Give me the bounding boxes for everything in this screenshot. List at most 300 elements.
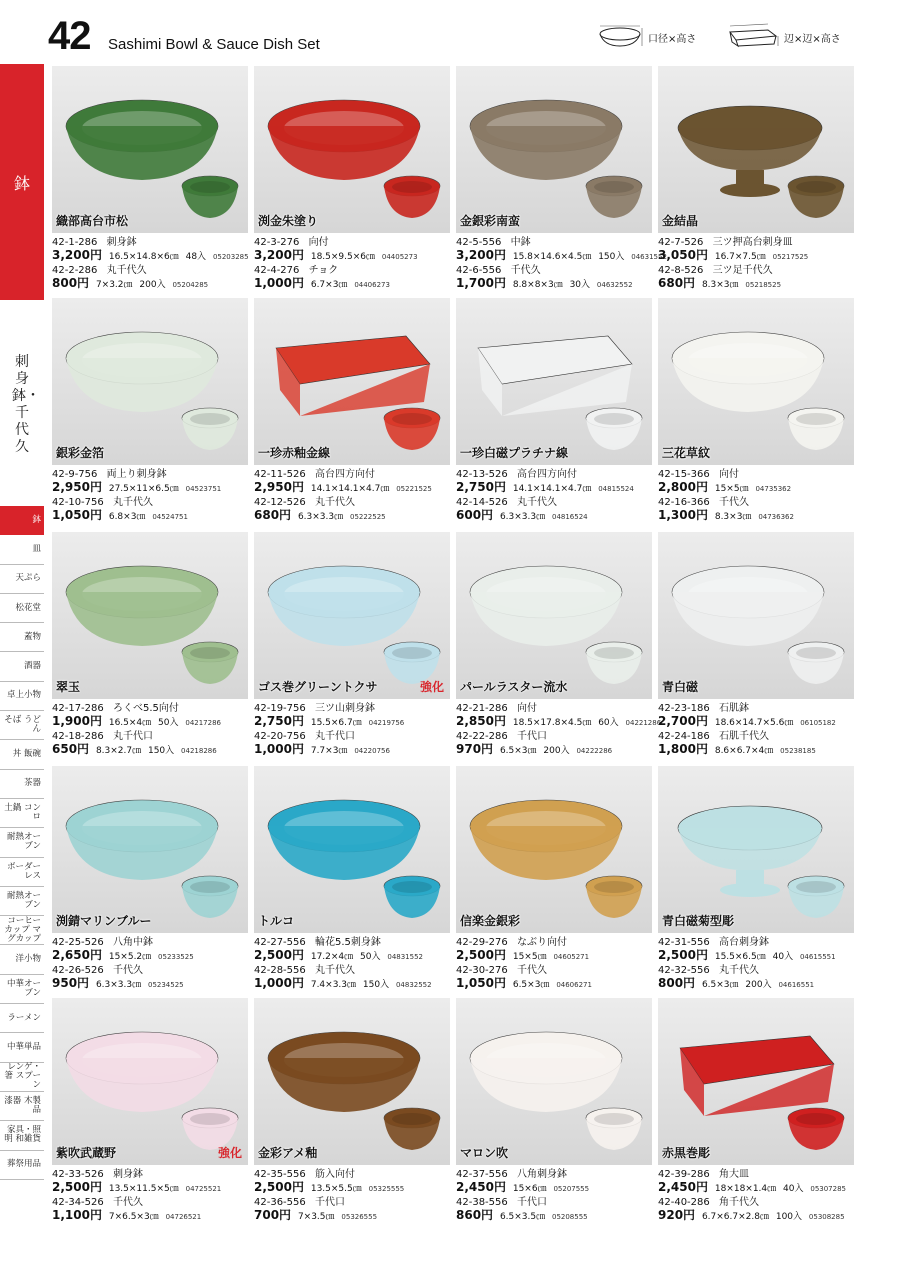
nav-item[interactable]: 茶器	[0, 770, 44, 799]
item-size: 14.1×14.1×4.7㎝	[512, 484, 592, 494]
page-header	[0, 0, 900, 66]
item-code: 42-19-756	[254, 703, 306, 714]
item-description: 高台四方向付	[314, 469, 375, 480]
nav-item[interactable]: 鉢	[0, 506, 44, 535]
item-code: 42-9-756	[52, 469, 98, 480]
item-price-line	[456, 977, 656, 992]
item-jan: 04616551	[778, 981, 815, 989]
item-size: 14.1×14.1×4.7㎝	[310, 484, 390, 494]
item-jan: 04221286	[625, 719, 662, 727]
product-info	[254, 1168, 454, 1224]
item-price-line	[658, 949, 858, 964]
item-jan: 04832552	[395, 981, 432, 989]
item-price: 1,000円	[254, 742, 304, 756]
item-price: 700円	[254, 1208, 292, 1222]
item-size: 7×6.5×3㎝	[108, 1212, 159, 1222]
item-code: 42-23-186	[658, 703, 710, 714]
item-price: 2,650円	[52, 948, 102, 962]
item-jan: 05325555	[368, 1185, 405, 1193]
item-description: 丸千代口	[314, 731, 355, 742]
item-price-line	[52, 715, 252, 730]
item-description: 高台四方向付	[516, 469, 577, 480]
item-description: 向付	[516, 703, 537, 714]
item-code: 42-5-556	[456, 237, 502, 248]
item-description: 三ツ山刺身鉢	[314, 703, 375, 714]
item-jan: 04736362	[758, 513, 794, 521]
item-price: 1,050円	[52, 508, 102, 522]
item-price: 2,750円	[254, 714, 304, 728]
item-size: 15×5㎝	[512, 952, 547, 962]
product-photo-art	[52, 532, 248, 699]
item-price-line	[254, 977, 454, 992]
product-name: 銀彩金箔	[56, 446, 105, 460]
item-price: 3,200円	[456, 248, 506, 262]
item-size: 18.5×9.5×6㎝	[310, 252, 376, 262]
item-price-line	[52, 949, 252, 964]
item-price-line	[52, 509, 252, 524]
item-size: 16.7×7.5㎝	[714, 252, 766, 262]
item-description: 丸千代久	[314, 965, 355, 976]
item-code: 42-21-286	[456, 703, 508, 714]
item-quantity: 200入	[543, 746, 570, 756]
item-jan: 05233525	[158, 953, 194, 961]
nav-item[interactable]: ボーダーレス	[0, 858, 44, 887]
item-size: 8.3×3㎝	[714, 512, 752, 522]
product-name: 一珍白磁プラチナ線	[460, 446, 569, 460]
item-jan: 05307285	[810, 1185, 846, 1193]
product-name: トルコ	[258, 914, 295, 928]
product-name: マロン吹	[460, 1146, 509, 1160]
item-price-line	[52, 977, 252, 992]
item-price: 3,200円	[254, 248, 304, 262]
product-photo[interactable]	[52, 766, 248, 933]
item-price-line	[254, 715, 454, 730]
item-jan: 04605271	[553, 953, 590, 961]
product-name: 紫吹武蔵野	[56, 1146, 117, 1160]
item-price-line	[52, 1181, 252, 1196]
product-photo[interactable]	[658, 298, 854, 465]
nav-item[interactable]: 土鍋 コンロ	[0, 799, 44, 828]
nav-item[interactable]: 家具・照明 和雑貨	[0, 1121, 44, 1150]
item-price-line	[456, 277, 656, 292]
product-name: 信楽金銀彩	[460, 914, 521, 928]
item-price: 1,700円	[456, 276, 506, 290]
item-size: 18.5×17.8×4.5㎝	[512, 718, 592, 728]
item-description: 丸千代口	[112, 731, 153, 742]
item-price: 600円	[456, 508, 494, 522]
item-price-line	[658, 977, 858, 992]
item-size: 17.2×4㎝	[310, 952, 354, 962]
item-price-line	[456, 949, 656, 964]
nav-item[interactable]: 丼 飯碗	[0, 740, 44, 769]
item-quantity: 50入	[360, 952, 381, 962]
product-info	[456, 936, 656, 992]
item-size: 6.3×3.3㎝	[499, 512, 546, 522]
item-jan: 04222286	[576, 747, 613, 755]
item-code: 42-35-556	[254, 1169, 306, 1180]
item-size: 8.6×6.7×4㎝	[714, 746, 774, 756]
product-photo[interactable]	[254, 66, 450, 233]
item-price-line	[456, 481, 656, 496]
product-name: 金銀彩南蛮	[460, 214, 521, 228]
product-photo-art	[456, 66, 652, 233]
product-info	[254, 936, 454, 992]
item-size: 7×3.2㎝	[95, 280, 133, 290]
item-quantity: 150入	[147, 746, 175, 756]
item-price: 3,050円	[658, 248, 708, 262]
item-description: 高台刺身鉢	[718, 937, 769, 948]
item-jan: 04405273	[381, 253, 418, 261]
item-price-line	[254, 1181, 454, 1196]
item-jan: 05234525	[147, 981, 184, 989]
item-description: 八角刺身鉢	[516, 1169, 567, 1180]
item-description: 石肌千代久	[718, 731, 769, 742]
item-size: 6.8×3㎝	[108, 512, 146, 522]
item-description: チョク	[308, 265, 339, 276]
item-description: ろくべ5.5向付	[112, 703, 179, 714]
item-price: 2,500円	[658, 948, 708, 962]
product-photo-art	[456, 532, 652, 699]
product-name: 青白磁菊型彫	[662, 914, 735, 928]
item-quantity: 200入	[745, 980, 772, 990]
item-jan: 04218286	[181, 747, 217, 755]
item-code: 42-38-556	[456, 1197, 508, 1208]
item-jan: 05207555	[553, 1185, 590, 1193]
item-jan: 05326555	[341, 1213, 378, 1221]
product-photo-art	[456, 766, 652, 933]
product-photo[interactable]	[456, 998, 652, 1165]
item-price: 1,000円	[254, 976, 304, 990]
item-price: 1,900円	[52, 714, 102, 728]
item-price: 800円	[658, 976, 696, 990]
item-description: 三ツ足千代久	[712, 265, 773, 276]
product-name: 三花草紋	[662, 446, 711, 460]
product-name: 金結晶	[662, 214, 699, 228]
item-size: 7.4×3.3㎝	[310, 980, 357, 990]
item-size: 6.5×3.5㎝	[499, 1212, 546, 1222]
item-price-line	[456, 1181, 656, 1196]
product-name: 青白磁	[662, 680, 699, 694]
item-code: 42-11-526	[254, 469, 306, 480]
item-code: 42-15-366	[658, 469, 710, 480]
item-description: 角千代久	[718, 1197, 759, 1208]
item-description: なぶり向付	[516, 937, 567, 948]
item-price-line	[658, 509, 858, 524]
product-photo[interactable]	[52, 298, 248, 465]
item-jan: 04816524	[551, 513, 588, 521]
legend-square	[724, 22, 841, 52]
item-jan: 04725521	[185, 1185, 222, 1193]
item-price: 2,500円	[52, 1180, 102, 1194]
item-code: 42-18-286	[52, 731, 104, 742]
item-price-line	[254, 949, 454, 964]
nav-item[interactable]: 松花堂	[0, 594, 44, 623]
subcategory-label: 刺身鉢・千代久	[12, 354, 40, 455]
product-info	[456, 702, 662, 758]
product-photo[interactable]	[658, 998, 854, 1165]
item-description: 角大皿	[718, 1169, 749, 1180]
item-price-line	[658, 277, 858, 292]
item-code: 42-2-286	[52, 265, 98, 276]
product-info	[658, 936, 858, 992]
item-size: 18.6×14.7×5.6㎝	[714, 718, 794, 728]
item-code: 42-37-556	[456, 1169, 508, 1180]
item-price: 2,700円	[658, 714, 708, 728]
item-description: 丸千代久	[314, 497, 355, 508]
item-jan: 05308285	[808, 1213, 845, 1221]
item-price: 2,500円	[254, 1180, 304, 1194]
nav-item[interactable]: 葬祭用品	[0, 1151, 44, 1180]
nav-item[interactable]: レンゲ・箸 スプーン	[0, 1063, 44, 1092]
item-code: 42-17-286	[52, 703, 104, 714]
item-price: 2,750円	[456, 480, 506, 494]
product-photo[interactable]	[456, 66, 652, 233]
item-code: 42-4-276	[254, 265, 300, 276]
item-price: 2,950円	[254, 480, 304, 494]
category-tab[interactable]: 鉢	[0, 64, 44, 300]
product-info	[658, 468, 858, 524]
product-photo[interactable]	[52, 66, 248, 233]
item-size: 18×18×1.4㎝	[714, 1184, 777, 1194]
item-jan: 06105182	[800, 719, 836, 727]
product-info	[456, 236, 667, 292]
item-quantity: 150入	[362, 980, 390, 990]
reinforced-badge: 強化	[419, 680, 444, 694]
square-dish-icon	[724, 22, 780, 52]
item-jan: 05218525	[745, 281, 782, 289]
item-quantity: 40入	[783, 1184, 804, 1194]
item-code: 42-12-526	[254, 497, 306, 508]
product-photo-art	[658, 532, 854, 699]
item-price: 800円	[52, 276, 90, 290]
item-jan: 04219756	[368, 719, 405, 727]
item-code: 42-8-526	[658, 265, 704, 276]
item-description: 千代久	[516, 965, 547, 976]
item-price: 680円	[254, 508, 292, 522]
item-size: 6.3×3.3㎝	[95, 980, 142, 990]
item-price: 970円	[456, 742, 494, 756]
item-price-line	[254, 743, 454, 758]
item-description: 丸千代久	[112, 497, 153, 508]
nav-item[interactable]: 洋小物	[0, 945, 44, 974]
item-code: 42-14-526	[456, 497, 508, 508]
item-code: 42-32-556	[658, 965, 710, 976]
product-photo-art	[254, 66, 450, 233]
item-price: 1,100円	[52, 1208, 102, 1222]
item-price-line	[52, 277, 252, 292]
item-code: 42-39-286	[658, 1169, 710, 1180]
item-description: 中鉢	[510, 237, 531, 248]
item-jan: 05238185	[780, 747, 816, 755]
item-code: 42-29-276	[456, 937, 508, 948]
item-price: 1,050円	[456, 976, 506, 990]
sidebar	[0, 64, 46, 1272]
item-size: 8.8×8×3㎝	[512, 280, 563, 290]
item-price: 950円	[52, 976, 90, 990]
item-price-line	[254, 481, 454, 496]
product-photo-art	[52, 298, 248, 465]
item-price: 860円	[456, 1208, 494, 1222]
nav-item[interactable]: 天ぷら	[0, 565, 44, 594]
product-name: 翠玉	[56, 680, 81, 694]
item-size: 13.5×5.5㎝	[310, 1184, 362, 1194]
nav-item[interactable]: 耐熱オーブン	[0, 828, 44, 857]
item-size: 15×6㎝	[512, 1184, 547, 1194]
item-jan: 05204285	[172, 281, 209, 289]
item-size: 8.3×2.7㎝	[95, 746, 142, 756]
product-photo[interactable]	[254, 766, 450, 933]
item-quantity: 150入	[598, 252, 625, 262]
item-price: 680円	[658, 276, 696, 290]
product-name: ゴス巻グリーントクサ	[258, 680, 378, 694]
reinforced-badge: 強化	[217, 1146, 242, 1160]
item-price: 650円	[52, 742, 90, 756]
item-price-line	[52, 1209, 252, 1224]
product-photo-art	[52, 66, 248, 233]
legend-round	[596, 22, 696, 52]
item-quantity: 30入	[569, 280, 591, 290]
item-price: 2,500円	[456, 948, 506, 962]
product-photo-art	[254, 998, 450, 1165]
item-price-line	[658, 481, 858, 496]
item-size: 13.5×11.5×5㎝	[108, 1184, 179, 1194]
nav-item[interactable]: 蓋物	[0, 623, 44, 652]
item-jan: 05221525	[396, 485, 432, 493]
product-photo[interactable]	[456, 766, 652, 933]
product-photo-art	[52, 998, 248, 1165]
product-photo[interactable]	[456, 298, 652, 465]
nav-item[interactable]: 耐熱オーブン	[0, 887, 44, 916]
product-info	[52, 236, 252, 292]
item-description: 向付	[308, 237, 329, 248]
item-quantity: 40入	[772, 952, 794, 962]
item-price-line	[658, 715, 858, 730]
product-photo[interactable]	[658, 766, 854, 933]
item-price: 2,950円	[52, 480, 102, 494]
product-photo[interactable]	[658, 66, 854, 233]
product-photo[interactable]	[52, 532, 248, 699]
item-description: 千代久	[112, 965, 143, 976]
legend-square-label: 辺×辺×高さ	[784, 33, 841, 45]
nav-item[interactable]: 中華単品	[0, 1033, 44, 1062]
item-jan: 05222525	[349, 513, 386, 521]
item-code: 42-1-286	[52, 237, 98, 248]
nav-item[interactable]: 酒器	[0, 652, 44, 681]
item-description: 刺身鉢	[112, 1169, 143, 1180]
item-code: 42-26-526	[52, 965, 104, 976]
product-photo[interactable]	[658, 532, 854, 699]
item-price-line	[658, 249, 858, 264]
item-price-line	[254, 509, 454, 524]
item-jan: 04615551	[799, 953, 836, 961]
product-photo-art	[254, 766, 450, 933]
nav-item[interactable]: 皿	[0, 535, 44, 564]
product-info	[658, 1168, 858, 1224]
item-code: 42-31-556	[658, 937, 710, 948]
item-jan: 04220756	[354, 747, 390, 755]
product-name: 織部高台市松	[56, 214, 129, 228]
item-description: 丸千代久	[516, 497, 557, 508]
item-price: 1,000円	[254, 276, 304, 290]
item-price: 1,800円	[658, 742, 708, 756]
item-code: 42-3-276	[254, 237, 300, 248]
item-description: 丸千代久	[106, 265, 147, 276]
nav-item[interactable]: コーヒーカップ マグカップ	[0, 916, 44, 945]
item-size: 6.7×6.7×2.8㎝	[701, 1212, 769, 1222]
item-description: 千代久	[718, 497, 749, 508]
item-jan: 05208555	[551, 1213, 588, 1221]
category-nav	[0, 506, 44, 1180]
item-price-line	[456, 1209, 656, 1224]
item-quantity: 50入	[158, 718, 179, 728]
item-price: 2,450円	[456, 1180, 506, 1194]
product-info	[456, 468, 656, 524]
item-size: 15×5.2㎝	[108, 952, 152, 962]
item-description: 千代久	[112, 1197, 143, 1208]
item-description: 向付	[718, 469, 739, 480]
product-photo[interactable]	[254, 532, 450, 699]
item-description: 三ツ押高台刺身皿	[712, 237, 793, 248]
item-code: 42-28-556	[254, 965, 306, 976]
item-quantity: 48入	[185, 252, 207, 262]
item-jan: 04631552	[631, 253, 667, 261]
item-jan: 05217525	[772, 253, 809, 261]
product-info	[254, 468, 454, 524]
product-info	[52, 936, 252, 992]
product-photo[interactable]	[456, 532, 652, 699]
product-photo[interactable]	[254, 998, 450, 1165]
item-description: 輪花5.5刺身鉢	[314, 937, 381, 948]
item-size: 6.5×3㎝	[512, 980, 550, 990]
item-price-line	[658, 1181, 858, 1196]
item-price-line	[254, 277, 454, 292]
nav-item[interactable]: 中華オーブン	[0, 975, 44, 1004]
product-photo[interactable]	[52, 998, 248, 1165]
item-description: 千代口	[516, 731, 547, 742]
product-name: 一珍赤釉金線	[258, 446, 331, 460]
item-size: 6.5×3㎝	[701, 980, 739, 990]
item-price-line	[456, 714, 662, 730]
item-jan: 04606271	[556, 981, 592, 989]
product-name: パールラスター流水	[460, 680, 568, 694]
item-price: 2,850円	[456, 714, 506, 728]
nav-item[interactable]: そば うどん	[0, 711, 44, 740]
item-description: 石肌鉢	[718, 703, 749, 714]
item-size: 15.8×14.6×4.5㎝	[512, 252, 592, 262]
item-code: 42-20-756	[254, 731, 306, 742]
item-code: 42-33-526	[52, 1169, 104, 1180]
product-photo-art	[456, 298, 652, 465]
nav-item[interactable]: ラーメン	[0, 1004, 44, 1033]
item-code: 42-30-276	[456, 965, 508, 976]
product-info	[456, 1168, 656, 1224]
product-photo-art	[52, 766, 248, 933]
item-jan: 04523751	[185, 485, 222, 493]
item-price-line	[456, 509, 656, 524]
item-jan: 04217286	[185, 719, 221, 727]
nav-item[interactable]: 卓上小物	[0, 682, 44, 711]
product-info	[658, 236, 858, 292]
nav-item[interactable]: 漆器 木製品	[0, 1092, 44, 1121]
product-photo[interactable]	[254, 298, 450, 465]
item-code: 42-27-556	[254, 937, 306, 948]
item-size: 15.5×6.5㎝	[714, 952, 766, 962]
item-price-line	[52, 481, 252, 496]
product-photo-art	[456, 998, 652, 1165]
page-title: Sashimi Bowl & Sauce Dish Set	[108, 36, 320, 53]
item-jan: 04831552	[387, 953, 423, 961]
item-quantity: 60入	[598, 718, 619, 728]
